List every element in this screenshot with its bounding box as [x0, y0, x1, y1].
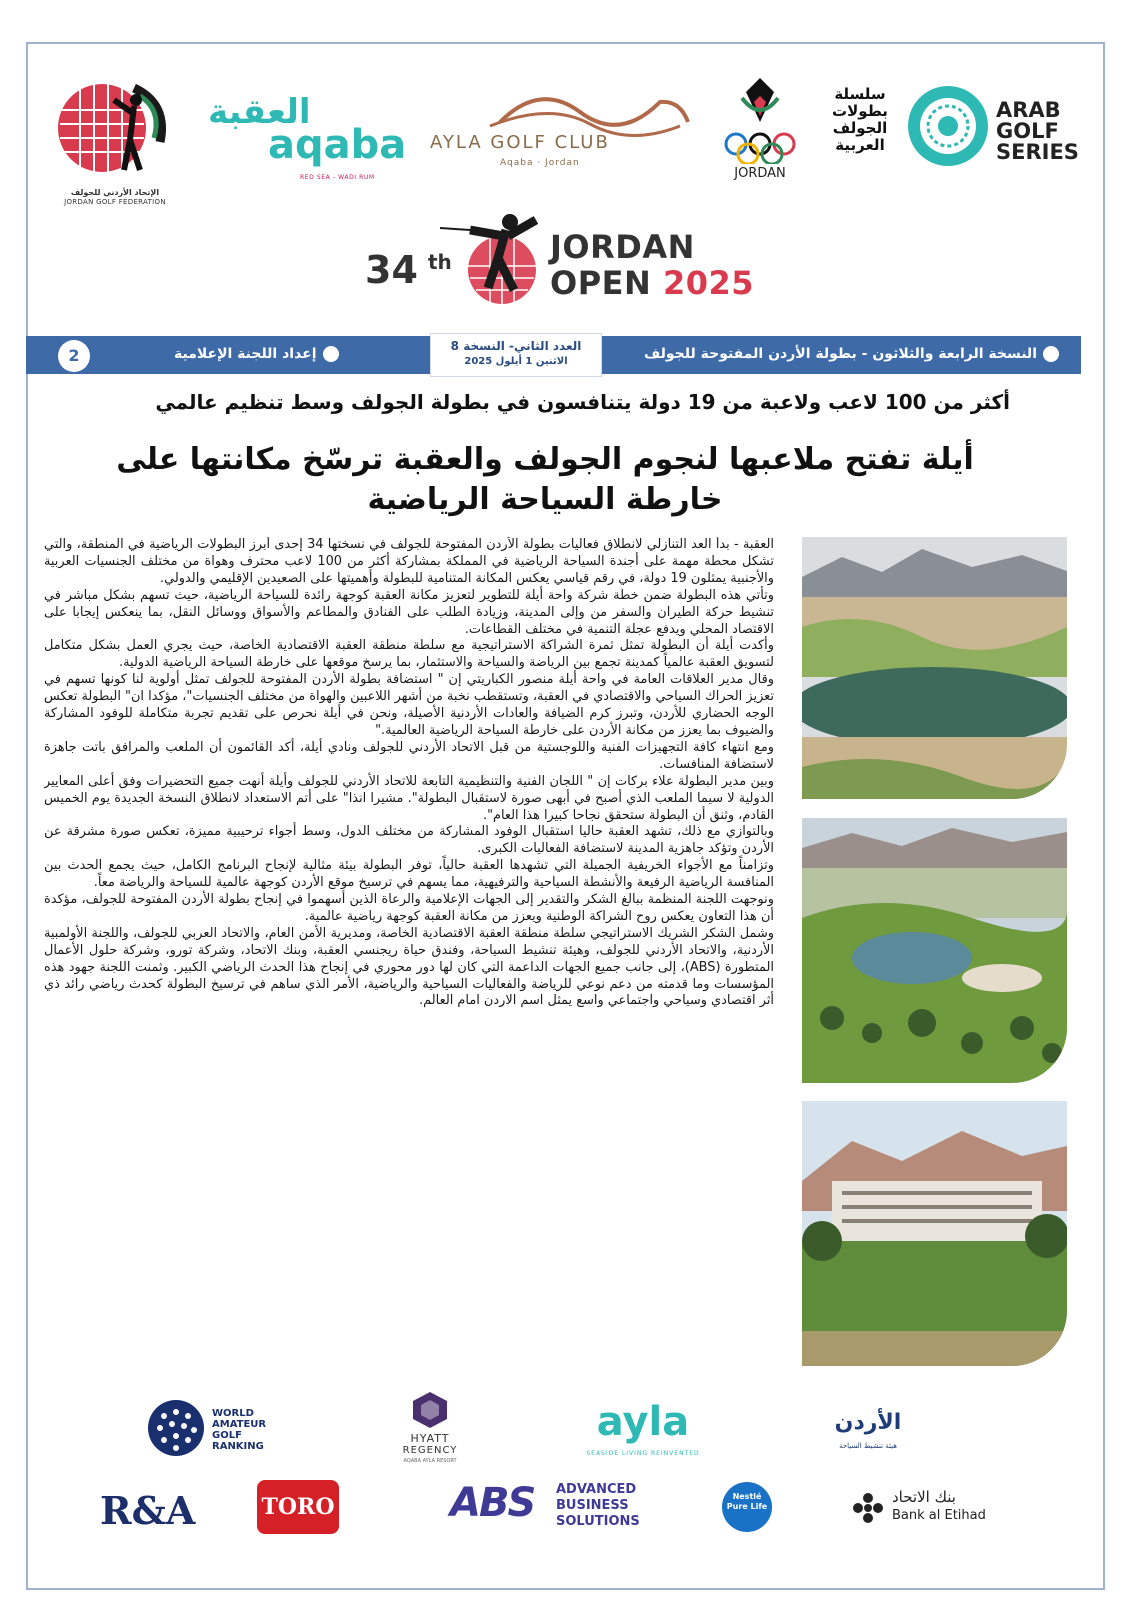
olympic-label: JORDAN — [734, 166, 786, 181]
article-headline: أيلة تفتح ملاعبها لنجوم الجولف والعقبة ترسّخ مكانتها على خارطة السياحة الرياضية — [116, 442, 974, 517]
ayla-golf-club-logo — [430, 82, 700, 192]
randa-logo: R&A — [100, 1488, 196, 1533]
golf-course-photo-palms — [802, 818, 1067, 1083]
article-paragraph: وبالتوازي مع ذلك، تشهد العقبة حاليا استقبال الوفود المشاركة من مختلف الدول، وسط أجواء ترحيبية مميزة، تعكس صورة مشرقة عن الأردن وتؤكد جاهزية المدينة لاستضافة الفعاليات الكبرى. — [44, 824, 774, 857]
jgf-caption-ar: الإتحاد الأردني للجولف — [70, 188, 160, 197]
article-paragraph: وتزامناً مع الأجواء الخريفية الجميلة التي تشهدها العقبة حالياً، توفر البطولة بيئة مثالية لإنجاح البرنامج الكامل، حيث يجمع الحدث بين المنافسة الرياضية الرفيعة والأنشطة السياحية والترفيهية، مما يسهم في ترسيخ موقع الأردن كوجهة عالمية للسياحة والرياضة معاً. — [44, 858, 774, 891]
banner-edition-title — [644, 346, 1059, 362]
article-paragraph: ومع انتهاء كافة التجهيزات الفنية واللوجستية من قبل الاتحاد الأردني للجولف ونادي أيلة، أكد القائمون أن الملعب والمرافق باتت جاهزة لاستضافة المنافسات. — [44, 739, 774, 772]
ags-emblem-icon — [906, 84, 990, 168]
event-line1: JORDAN — [550, 228, 695, 266]
banner-left-text: إعداد اللجنة الإعلامية — [174, 346, 317, 362]
bank-al-etihad-logo — [850, 1488, 986, 1532]
olympic-rings-icon — [720, 72, 800, 164]
bullet-icon — [1043, 346, 1059, 362]
wagr-logo — [146, 1398, 296, 1462]
toro-logo: TORO — [257, 1480, 339, 1534]
abs-text: ADVANCED BUSINESS SOLUTIONS — [556, 1482, 640, 1529]
article-kicker: أكثر من 100 لاعب ولاعبة من 19 دولة يتنافسون في بطولة الجولف وسط تنظيم عالمي — [155, 390, 1010, 414]
jordan-tourism-board-logo — [828, 1410, 908, 1460]
hyatt-mark-icon — [413, 1392, 447, 1428]
edition-suffix: th — [428, 250, 452, 274]
aqaba-name-ar: العقبة — [208, 92, 311, 132]
ayla-club-location: Aqaba · Jordan — [500, 158, 580, 168]
nestle-pure-life-logo: Nestlé Pure Life — [722, 1482, 772, 1532]
article-paragraph: ونوجهت اللجنة المنظمة ببالغ الشكر والتقدير إلى الجهات الإعلامية والرعاة الذين أسهموا في إنجاح بطولة الأردن المفتوحة للجولف، مؤكدة أن هذا التعاون يعكس روح الشراكة الوطنية ويعزز من مكانة العقبة كوجهة رياضية عالمية. — [44, 892, 774, 924]
jordan-olympic-logo — [720, 72, 800, 192]
ags-name-en: ARAB GOLF SERIES — [996, 98, 1079, 164]
arab-golf-series-logo — [820, 82, 1090, 192]
jordan-golf-federation-logo — [50, 70, 180, 206]
banner-right-text: النسخة الرابعة والثلاثون - بطولة الأردن المفتوحة للجولف — [643, 346, 1037, 362]
ayla-club-name: AYLA GOLF CLUB — [430, 132, 610, 153]
wagr-text: WORLD AMATEUR GOLF RANKING — [212, 1408, 267, 1452]
golf-course-photo-lake — [802, 537, 1067, 799]
golf-ball-icon — [146, 1398, 206, 1458]
issue-date: الاثنين 1 أيلول 2025 — [464, 356, 568, 367]
event-line2 — [550, 264, 754, 302]
event-year: 2025 — [662, 264, 754, 302]
header-logos — [50, 62, 1090, 206]
bank-emblem-icon — [850, 1490, 886, 1526]
jotour-name: الأردن — [834, 1410, 902, 1435]
issue-box — [430, 333, 602, 377]
hyatt-regency-logo — [390, 1392, 470, 1472]
hyatt-name: HYATT — [410, 1432, 450, 1445]
hyatt-resort: AQABA AYLA RESORT — [403, 1458, 457, 1464]
article-paragraph: وشمل الشكر الشريك الاستراتيجي سلطة منطقة العقبة الاقتصادية الخاصة، ومديرية الأمن العام، والاتحاد العربي للجولف، واللجنة الأولمبية الأردنية، والاتحاد الأردني للجولف، وهيئة تنشيط السياحة، وفندق حياة ريجنسي العقبة، وبنك الاتحاد، وشركة تورو، وشركة حلول الأعمال المتطورة (ABS)، إلى جانب جميع الجهات الداعمة التي كان لها دور محوري في إنجاح هذا الحدث الرياضي الكبير. وثمنت اللجنة جهود هذه المؤسسات وما قدمته من دعم نوعي للرياضة والفعاليات السياحية والرياضية، الأمر الذي ساهم في ترسيخ البطولة كحدث رياضي رائد ذي أثر اقتصادي وسياحي واجتماعي واسع يمثل اسم الاردن امام العالم. — [44, 925, 774, 1009]
golfer-silhouette-icon — [440, 208, 550, 308]
aqaba-name-en: aqaba — [268, 122, 407, 168]
banner-media-committee — [174, 346, 339, 362]
edition-number: 34 — [365, 248, 418, 292]
bank-name-ar: بنك الاتحاد — [892, 1488, 956, 1506]
bank-name-en: Bank al Etihad — [892, 1508, 986, 1523]
jotour-subtitle: هيئة تنشيط السياحة — [839, 1442, 897, 1450]
hyatt-regency: REGENCY — [402, 1445, 458, 1456]
ayla-word: ayla — [596, 1399, 690, 1445]
ayla-tagline: SEASIDE LIVING REINVENTED — [586, 1450, 700, 1457]
hyatt-resort-photo — [802, 1101, 1067, 1366]
article-paragraph: العقبة - بدأ العد التنازلي لانطلاق فعاليات بطولة الأردن المفتوحة للجولف في نسختها 34 إحدى أبرز البطولات الرياضية في المنطقة، والتي تشكل محطة مهمة على أجندة السياحة الرياضية في المملكة بمشاركة أكثر من 100 لاعب محترف وهواة من مختلف الجنسيات العربية والأجنبية يمثلون 19 دولة، في رقم قياسي يعكس المكانة المتنامية للبطولة وأهميتها على الصعيدين الإقليمي والدولي. — [44, 537, 774, 586]
page-number: 2 — [58, 340, 90, 372]
abs-logo — [450, 1480, 650, 1530]
event-open-word: OPEN — [550, 264, 652, 302]
ags-name-ar: سلسلة بطولات الجولف العربية — [832, 85, 888, 154]
article-body — [44, 537, 774, 1373]
article-paragraph: وتأتي هذه البطولة ضمن خطة شركة واحة أيلة للتطوير لتعزيز مكانة العقبة كوجهة رائدة للسياحة الرياضية، حيث تسهم بشكل مباشر في تنشيط حركة الطيران والسفر من وإلى المدينة، وزيادة الطلب على الفنادق والمطاعم والأسواق ووسائل النقل، بما ينعكس إيجابا على الاقتصاد المحلي ويدفع عجلة التنمية في مختلف القطاعات. — [44, 587, 774, 637]
article-paragraph: وأكدت أيلة أن البطولة تمثل ثمرة الشراكة الاستراتيجية مع سلطة منطقة العقبة الاقتصادية الخاصة، حيث يجري العمل بشكل متكامل لتسويق العقبة عالمياً كمدينة تجمع بين الرياضة والسياحة والاستثمار، بما يرسخ موقعها على خارطة السياحة الرياضية الدولية. — [44, 638, 774, 671]
article-paragraph: وقال مدير العلاقات العامة في واحة أيلة منصور الكباريتي إن " استضافة بطولة الأردن المفتوحة للجولف تمثل أولوية لنا كونها تسهم في تعزيز الحراك السياحي والاقتصادي في العقبة، وتستقطب نخبة من أشهر اللاعبين والهواة من مختلف الجنسيات"، مؤكدا ان" البطولة تعكس الوجه الحضاري للأردن، وتبرز كرم الضيافة والعادات الأردنية الأصيلة، ونحن في أيلة نحرص على تقديم تجربة متكاملة للوفود المشاركة والضيوف بما يعزز من مكانة الأردن على خارطة السياحة الرياضية العالمية." — [44, 672, 774, 738]
abs-mark: ABS — [450, 1480, 535, 1526]
issue-number: العدد الثاني- النسخة 8 — [450, 339, 582, 353]
jordan-open-logo — [360, 208, 780, 318]
jgf-emblem-icon — [50, 70, 180, 190]
article-paragraph: وبين مدير البطولة علاء بركات إن " اللجان الفنية والتنظيمية التابعة للاتحاد الأردني للجولف وأيلة أنهت جميع التحضيرات وفق أعلى المعايير الدولية لا سيما الملعب الذي أصبح في أبهى صورة لاستقبال البطولة". مشيرا انذا" على أتم الاستعداد لانطلاق النسخة الجديدة يوم الخميس القادم، وثنق أن البطولة ستحقق نجاحا كبيرا هذا العام". — [44, 773, 774, 823]
jgf-caption-en: JORDAN GOLF FEDERATION — [64, 198, 166, 206]
aqaba-tagline: RED SEA - WADI RUM — [300, 174, 375, 181]
aqaba-logo — [208, 92, 408, 182]
bullet-icon — [323, 346, 339, 362]
ayla-logo — [578, 1400, 708, 1462]
